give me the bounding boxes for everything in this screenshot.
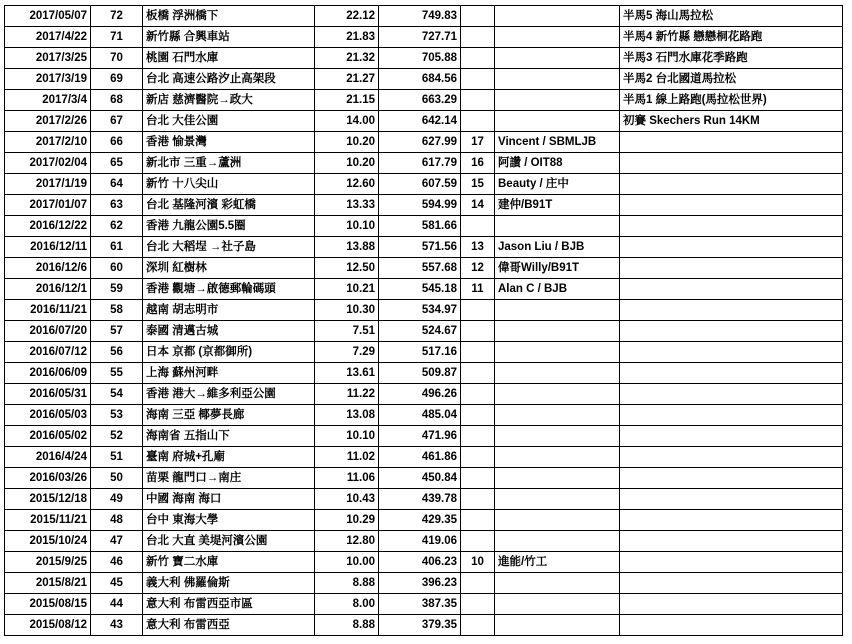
cumulative-km-cell[interactable]: 450.84 xyxy=(379,468,461,489)
date-cell[interactable]: 2016/03/26 xyxy=(5,468,91,489)
race-note-cell[interactable]: 半馬5 海山馬拉松 xyxy=(620,6,843,27)
date-cell[interactable]: 2015/08/12 xyxy=(5,615,91,636)
location-cell[interactable]: 意大利 布雷西亞市區 xyxy=(143,594,315,615)
cumulative-km-cell[interactable]: 396.23 xyxy=(379,573,461,594)
distance-km-cell[interactable]: 10.43 xyxy=(315,489,379,510)
location-cell[interactable]: 泰國 清邁古城 xyxy=(143,321,315,342)
location-cell[interactable]: 香港 九龍公園5.5圈 xyxy=(143,216,315,237)
cumulative-km-cell[interactable]: 684.56 xyxy=(379,69,461,90)
partner-name-cell[interactable] xyxy=(495,531,620,552)
date-cell[interactable]: 2015/8/21 xyxy=(5,573,91,594)
partner-name-cell[interactable]: 進能/竹工 xyxy=(495,552,620,573)
location-cell[interactable]: 上海 蘇州河畔 xyxy=(143,363,315,384)
run-number-cell[interactable]: 71 xyxy=(91,27,143,48)
cumulative-km-cell[interactable]: 705.88 xyxy=(379,48,461,69)
partner-name-cell[interactable] xyxy=(495,216,620,237)
cumulative-km-cell[interactable]: 581.66 xyxy=(379,216,461,237)
cumulative-km-cell[interactable]: 617.79 xyxy=(379,153,461,174)
distance-km-cell[interactable]: 14.00 xyxy=(315,111,379,132)
race-note-cell[interactable] xyxy=(620,174,843,195)
partner-name-cell[interactable] xyxy=(495,594,620,615)
date-cell[interactable]: 2017/3/4 xyxy=(5,90,91,111)
table-row xyxy=(5,573,843,594)
race-note-cell[interactable] xyxy=(620,510,843,531)
cumulative-km-cell[interactable]: 471.96 xyxy=(379,426,461,447)
partner-number-cell[interactable] xyxy=(461,447,495,468)
cumulative-km-cell[interactable]: 571.56 xyxy=(379,237,461,258)
table-row xyxy=(5,174,843,195)
table-row xyxy=(5,153,843,174)
date-cell[interactable]: 2016/12/11 xyxy=(5,237,91,258)
race-note-cell[interactable] xyxy=(620,363,843,384)
date-cell[interactable]: 2015/9/25 xyxy=(5,552,91,573)
race-note-cell[interactable] xyxy=(620,321,843,342)
partner-number-cell[interactable] xyxy=(461,531,495,552)
race-note-cell[interactable]: 半馬3 石門水庫花季路跑 xyxy=(620,48,843,69)
table-row xyxy=(5,111,843,132)
location-cell[interactable]: 意大利 布雷西亞 xyxy=(143,615,315,636)
cumulative-km-cell[interactable]: 387.35 xyxy=(379,594,461,615)
location-cell[interactable]: 新竹 十八尖山 xyxy=(143,174,315,195)
cumulative-km-cell[interactable]: 627.99 xyxy=(379,132,461,153)
partner-number-cell[interactable] xyxy=(461,384,495,405)
partner-number-cell[interactable] xyxy=(461,594,495,615)
partner-number-cell[interactable] xyxy=(461,90,495,111)
location-cell[interactable]: 義大利 佛羅倫斯 xyxy=(143,573,315,594)
table-row xyxy=(5,489,843,510)
table-row xyxy=(5,6,843,27)
location-cell[interactable]: 台北 大直 美堤河濱公園 xyxy=(143,531,315,552)
distance-km-cell[interactable]: 13.61 xyxy=(315,363,379,384)
race-note-cell[interactable] xyxy=(620,426,843,447)
table-row xyxy=(5,426,843,447)
run-log-table xyxy=(4,5,843,636)
partner-name-cell[interactable] xyxy=(495,447,620,468)
race-note-cell[interactable] xyxy=(620,216,843,237)
partner-number-cell[interactable] xyxy=(461,468,495,489)
date-cell[interactable]: 2016/07/20 xyxy=(5,321,91,342)
run-number-cell[interactable]: 54 xyxy=(91,384,143,405)
distance-km-cell[interactable]: 13.88 xyxy=(315,237,379,258)
date-cell[interactable]: 2016/05/03 xyxy=(5,405,91,426)
run-number-cell[interactable]: 67 xyxy=(91,111,143,132)
partner-name-cell[interactable]: 建仲/B91T xyxy=(495,195,620,216)
distance-km-cell[interactable]: 13.08 xyxy=(315,405,379,426)
location-cell[interactable]: 海南省 五指山下 xyxy=(143,426,315,447)
race-note-cell[interactable] xyxy=(620,195,843,216)
distance-km-cell[interactable]: 21.32 xyxy=(315,48,379,69)
race-note-cell[interactable] xyxy=(620,279,843,300)
run-number-cell[interactable]: 63 xyxy=(91,195,143,216)
table-row xyxy=(5,363,843,384)
race-note-cell[interactable] xyxy=(620,447,843,468)
distance-km-cell[interactable]: 8.88 xyxy=(315,573,379,594)
race-note-cell[interactable] xyxy=(620,615,843,636)
date-cell[interactable]: 2017/2/10 xyxy=(5,132,91,153)
distance-km-cell[interactable]: 11.02 xyxy=(315,447,379,468)
location-cell[interactable]: 深圳 紅樹林 xyxy=(143,258,315,279)
date-cell[interactable]: 2016/12/1 xyxy=(5,279,91,300)
partner-number-cell[interactable] xyxy=(461,405,495,426)
location-cell[interactable]: 新店 慈濟醫院→政大 xyxy=(143,90,315,111)
run-number-cell[interactable]: 69 xyxy=(91,69,143,90)
location-cell[interactable]: 香港 愉景灣 xyxy=(143,132,315,153)
date-cell[interactable]: 2017/3/19 xyxy=(5,69,91,90)
date-cell[interactable]: 2016/12/6 xyxy=(5,258,91,279)
run-number-cell[interactable]: 58 xyxy=(91,300,143,321)
partner-name-cell[interactable] xyxy=(495,384,620,405)
distance-km-cell[interactable]: 11.22 xyxy=(315,384,379,405)
partner-name-cell[interactable] xyxy=(495,363,620,384)
location-cell[interactable]: 越南 胡志明市 xyxy=(143,300,315,321)
run-number-cell[interactable]: 50 xyxy=(91,468,143,489)
table-row xyxy=(5,48,843,69)
partner-number-cell[interactable] xyxy=(461,300,495,321)
table-row xyxy=(5,27,843,48)
cumulative-km-cell[interactable]: 485.04 xyxy=(379,405,461,426)
distance-km-cell[interactable]: 10.29 xyxy=(315,510,379,531)
cumulative-km-cell[interactable]: 607.59 xyxy=(379,174,461,195)
partner-name-cell[interactable] xyxy=(495,426,620,447)
location-cell[interactable]: 香港 觀塘→啟德郵輪碼頭 xyxy=(143,279,315,300)
partner-name-cell[interactable] xyxy=(495,510,620,531)
location-cell[interactable]: 新竹縣 合興車站 xyxy=(143,27,315,48)
partner-number-cell[interactable] xyxy=(461,615,495,636)
partner-number-cell[interactable] xyxy=(461,363,495,384)
distance-km-cell[interactable]: 10.21 xyxy=(315,279,379,300)
cumulative-km-cell[interactable]: 534.97 xyxy=(379,300,461,321)
partner-name-cell[interactable] xyxy=(495,321,620,342)
table-row xyxy=(5,342,843,363)
run-number-cell[interactable]: 61 xyxy=(91,237,143,258)
race-note-cell[interactable] xyxy=(620,300,843,321)
cumulative-km-cell[interactable]: 419.06 xyxy=(379,531,461,552)
partner-number-cell[interactable]: 13 xyxy=(461,237,495,258)
partner-number-cell[interactable]: 10 xyxy=(461,552,495,573)
table-row xyxy=(5,510,843,531)
run-number-cell[interactable]: 45 xyxy=(91,573,143,594)
run-number-cell[interactable]: 68 xyxy=(91,90,143,111)
table-row xyxy=(5,69,843,90)
date-cell[interactable]: 2015/12/18 xyxy=(5,489,91,510)
race-note-cell[interactable] xyxy=(620,405,843,426)
table-row xyxy=(5,552,843,573)
partner-number-cell[interactable] xyxy=(461,489,495,510)
date-cell[interactable]: 2015/11/21 xyxy=(5,510,91,531)
cumulative-km-cell[interactable]: 594.99 xyxy=(379,195,461,216)
race-note-cell[interactable] xyxy=(620,258,843,279)
partner-name-cell[interactable]: 阿讚 / OIT88 xyxy=(495,153,620,174)
table-row xyxy=(5,405,843,426)
partner-number-cell[interactable] xyxy=(461,69,495,90)
partner-number-cell[interactable] xyxy=(461,6,495,27)
run-number-cell[interactable]: 65 xyxy=(91,153,143,174)
race-note-cell[interactable] xyxy=(620,132,843,153)
date-cell[interactable]: 2016/05/02 xyxy=(5,426,91,447)
location-cell[interactable]: 台北 大佳公園 xyxy=(143,111,315,132)
partner-number-cell[interactable]: 12 xyxy=(461,258,495,279)
run-number-cell[interactable]: 46 xyxy=(91,552,143,573)
run-number-cell[interactable]: 57 xyxy=(91,321,143,342)
partner-number-cell[interactable]: 14 xyxy=(461,195,495,216)
partner-number-cell[interactable] xyxy=(461,321,495,342)
race-note-cell[interactable] xyxy=(620,237,843,258)
race-note-cell[interactable] xyxy=(620,489,843,510)
distance-km-cell[interactable]: 22.12 xyxy=(315,6,379,27)
partner-number-cell[interactable] xyxy=(461,27,495,48)
race-note-cell[interactable] xyxy=(620,531,843,552)
run-number-cell[interactable]: 59 xyxy=(91,279,143,300)
distance-km-cell[interactable]: 8.88 xyxy=(315,615,379,636)
distance-km-cell[interactable]: 10.10 xyxy=(315,216,379,237)
partner-name-cell[interactable] xyxy=(495,615,620,636)
distance-km-cell[interactable]: 10.20 xyxy=(315,132,379,153)
table-row xyxy=(5,384,843,405)
location-cell[interactable]: 香港 港大→維多利亞公園 xyxy=(143,384,315,405)
cumulative-km-cell[interactable]: 461.86 xyxy=(379,447,461,468)
partner-number-cell[interactable]: 17 xyxy=(461,132,495,153)
partner-name-cell[interactable] xyxy=(495,342,620,363)
run-number-cell[interactable]: 70 xyxy=(91,48,143,69)
table-row xyxy=(5,321,843,342)
cumulative-km-cell[interactable]: 429.35 xyxy=(379,510,461,531)
date-cell[interactable]: 2016/4/24 xyxy=(5,447,91,468)
partner-number-cell[interactable] xyxy=(461,216,495,237)
table-row xyxy=(5,216,843,237)
table-row xyxy=(5,447,843,468)
distance-km-cell[interactable]: 21.15 xyxy=(315,90,379,111)
distance-km-cell[interactable]: 12.60 xyxy=(315,174,379,195)
partner-number-cell[interactable]: 16 xyxy=(461,153,495,174)
partner-number-cell[interactable]: 15 xyxy=(461,174,495,195)
date-cell[interactable]: 2016/06/09 xyxy=(5,363,91,384)
run-number-cell[interactable]: 48 xyxy=(91,510,143,531)
table-row xyxy=(5,195,843,216)
race-note-cell[interactable] xyxy=(620,573,843,594)
location-cell[interactable]: 板橋 浮洲橋下 xyxy=(143,6,315,27)
run-number-cell[interactable]: 47 xyxy=(91,531,143,552)
run-number-cell[interactable]: 49 xyxy=(91,489,143,510)
distance-km-cell[interactable]: 10.00 xyxy=(315,552,379,573)
distance-km-cell[interactable]: 10.30 xyxy=(315,300,379,321)
cumulative-km-cell[interactable]: 727.71 xyxy=(379,27,461,48)
location-cell[interactable]: 新北市 三重→蘆洲 xyxy=(143,153,315,174)
race-note-cell[interactable] xyxy=(620,552,843,573)
table-row xyxy=(5,279,843,300)
distance-km-cell[interactable]: 7.29 xyxy=(315,342,379,363)
partner-name-cell[interactable]: Beauty / 庄中 xyxy=(495,174,620,195)
cumulative-km-cell[interactable]: 509.87 xyxy=(379,363,461,384)
date-cell[interactable]: 2016/12/22 xyxy=(5,216,91,237)
partner-name-cell[interactable] xyxy=(495,6,620,27)
distance-km-cell[interactable]: 21.27 xyxy=(315,69,379,90)
location-cell[interactable]: 日本 京都 (京都御所) xyxy=(143,342,315,363)
run-number-cell[interactable]: 55 xyxy=(91,363,143,384)
distance-km-cell[interactable]: 10.20 xyxy=(315,153,379,174)
run-number-cell[interactable]: 53 xyxy=(91,405,143,426)
date-cell[interactable]: 2016/05/31 xyxy=(5,384,91,405)
run-number-cell[interactable]: 64 xyxy=(91,174,143,195)
run-number-cell[interactable]: 56 xyxy=(91,342,143,363)
date-cell[interactable]: 2017/3/25 xyxy=(5,48,91,69)
run-number-cell[interactable]: 66 xyxy=(91,132,143,153)
date-cell[interactable]: 2017/02/04 xyxy=(5,153,91,174)
partner-number-cell[interactable] xyxy=(461,573,495,594)
partner-name-cell[interactable] xyxy=(495,27,620,48)
partner-name-cell[interactable] xyxy=(495,468,620,489)
race-note-cell[interactable]: 初賽 Skechers Run 14KM xyxy=(620,111,843,132)
run-number-cell[interactable]: 43 xyxy=(91,615,143,636)
race-note-cell[interactable] xyxy=(620,384,843,405)
race-note-cell[interactable]: 半馬1 線上路跑(馬拉松世界) xyxy=(620,90,843,111)
date-cell[interactable]: 2017/4/22 xyxy=(5,27,91,48)
date-cell[interactable]: 2017/05/07 xyxy=(5,6,91,27)
race-note-cell[interactable]: 半馬4 新竹縣 戀戀桐花路跑 xyxy=(620,27,843,48)
race-note-cell[interactable] xyxy=(620,153,843,174)
partner-number-cell[interactable]: 11 xyxy=(461,279,495,300)
cumulative-km-cell[interactable]: 496.26 xyxy=(379,384,461,405)
cumulative-km-cell[interactable]: 749.83 xyxy=(379,6,461,27)
cumulative-km-cell[interactable]: 379.35 xyxy=(379,615,461,636)
location-cell[interactable]: 新竹 寶二水庫 xyxy=(143,552,315,573)
table-row xyxy=(5,300,843,321)
date-cell[interactable]: 2017/01/07 xyxy=(5,195,91,216)
partner-name-cell[interactable] xyxy=(495,405,620,426)
partner-name-cell[interactable] xyxy=(495,300,620,321)
run-number-cell[interactable]: 62 xyxy=(91,216,143,237)
distance-km-cell[interactable]: 12.50 xyxy=(315,258,379,279)
date-cell[interactable]: 2017/1/19 xyxy=(5,174,91,195)
partner-name-cell[interactable] xyxy=(495,48,620,69)
partner-name-cell[interactable]: 偉哥Willy/B91T xyxy=(495,258,620,279)
cumulative-km-cell[interactable]: 517.16 xyxy=(379,342,461,363)
cumulative-km-cell[interactable]: 406.23 xyxy=(379,552,461,573)
location-cell[interactable]: 台北 高速公路汐止高架段 xyxy=(143,69,315,90)
cumulative-km-cell[interactable]: 439.78 xyxy=(379,489,461,510)
partner-number-cell[interactable] xyxy=(461,426,495,447)
partner-name-cell[interactable] xyxy=(495,489,620,510)
table-row xyxy=(5,594,843,615)
location-cell[interactable]: 臺南 府城+孔廟 xyxy=(143,447,315,468)
partner-name-cell[interactable] xyxy=(495,573,620,594)
table-row xyxy=(5,90,843,111)
partner-name-cell[interactable] xyxy=(495,69,620,90)
partner-name-cell[interactable]: Vincent / SBMLJB xyxy=(495,132,620,153)
distance-km-cell[interactable]: 12.80 xyxy=(315,531,379,552)
table-row xyxy=(5,258,843,279)
partner-number-cell[interactable] xyxy=(461,342,495,363)
date-cell[interactable]: 2016/07/12 xyxy=(5,342,91,363)
distance-km-cell[interactable]: 21.83 xyxy=(315,27,379,48)
distance-km-cell[interactable]: 10.10 xyxy=(315,426,379,447)
cumulative-km-cell[interactable]: 524.67 xyxy=(379,321,461,342)
distance-km-cell[interactable]: 13.33 xyxy=(315,195,379,216)
partner-number-cell[interactable] xyxy=(461,48,495,69)
location-cell[interactable]: 海南 三亞 椰夢長廊 xyxy=(143,405,315,426)
distance-km-cell[interactable]: 11.06 xyxy=(315,468,379,489)
location-cell[interactable]: 中國 海南 海口 xyxy=(143,489,315,510)
location-cell[interactable]: 台北 基隆河濱 彩虹橋 xyxy=(143,195,315,216)
table-row xyxy=(5,615,843,636)
date-cell[interactable]: 2015/08/15 xyxy=(5,594,91,615)
location-cell[interactable]: 苗栗 龍門口→南庄 xyxy=(143,468,315,489)
partner-number-cell[interactable] xyxy=(461,111,495,132)
date-cell[interactable]: 2016/11/21 xyxy=(5,300,91,321)
run-number-cell[interactable]: 52 xyxy=(91,426,143,447)
cumulative-km-cell[interactable]: 663.29 xyxy=(379,90,461,111)
table-row xyxy=(5,468,843,489)
location-cell[interactable]: 台北 大稻埕 →社子島 xyxy=(143,237,315,258)
race-note-cell[interactable] xyxy=(620,342,843,363)
run-number-cell[interactable]: 72 xyxy=(91,6,143,27)
table-row xyxy=(5,132,843,153)
partner-name-cell[interactable]: Alan C / BJB xyxy=(495,279,620,300)
location-cell[interactable]: 台中 東海大學 xyxy=(143,510,315,531)
partner-name-cell[interactable] xyxy=(495,111,620,132)
run-number-cell[interactable]: 60 xyxy=(91,258,143,279)
cumulative-km-cell[interactable]: 545.18 xyxy=(379,279,461,300)
location-cell[interactable]: 桃園 石門水庫 xyxy=(143,48,315,69)
cumulative-km-cell[interactable]: 642.14 xyxy=(379,111,461,132)
race-note-cell[interactable]: 半馬2 台北國道馬拉松 xyxy=(620,69,843,90)
date-cell[interactable]: 2017/2/26 xyxy=(5,111,91,132)
date-cell[interactable]: 2015/10/24 xyxy=(5,531,91,552)
run-number-cell[interactable]: 44 xyxy=(91,594,143,615)
cumulative-km-cell[interactable]: 557.68 xyxy=(379,258,461,279)
distance-km-cell[interactable]: 7.51 xyxy=(315,321,379,342)
table-row xyxy=(5,237,843,258)
race-note-cell[interactable] xyxy=(620,468,843,489)
distance-km-cell[interactable]: 8.00 xyxy=(315,594,379,615)
partner-name-cell[interactable] xyxy=(495,90,620,111)
partner-name-cell[interactable]: Jason Liu / BJB xyxy=(495,237,620,258)
race-note-cell[interactable] xyxy=(620,594,843,615)
run-number-cell[interactable]: 51 xyxy=(91,447,143,468)
partner-number-cell[interactable] xyxy=(461,510,495,531)
table-row xyxy=(5,531,843,552)
